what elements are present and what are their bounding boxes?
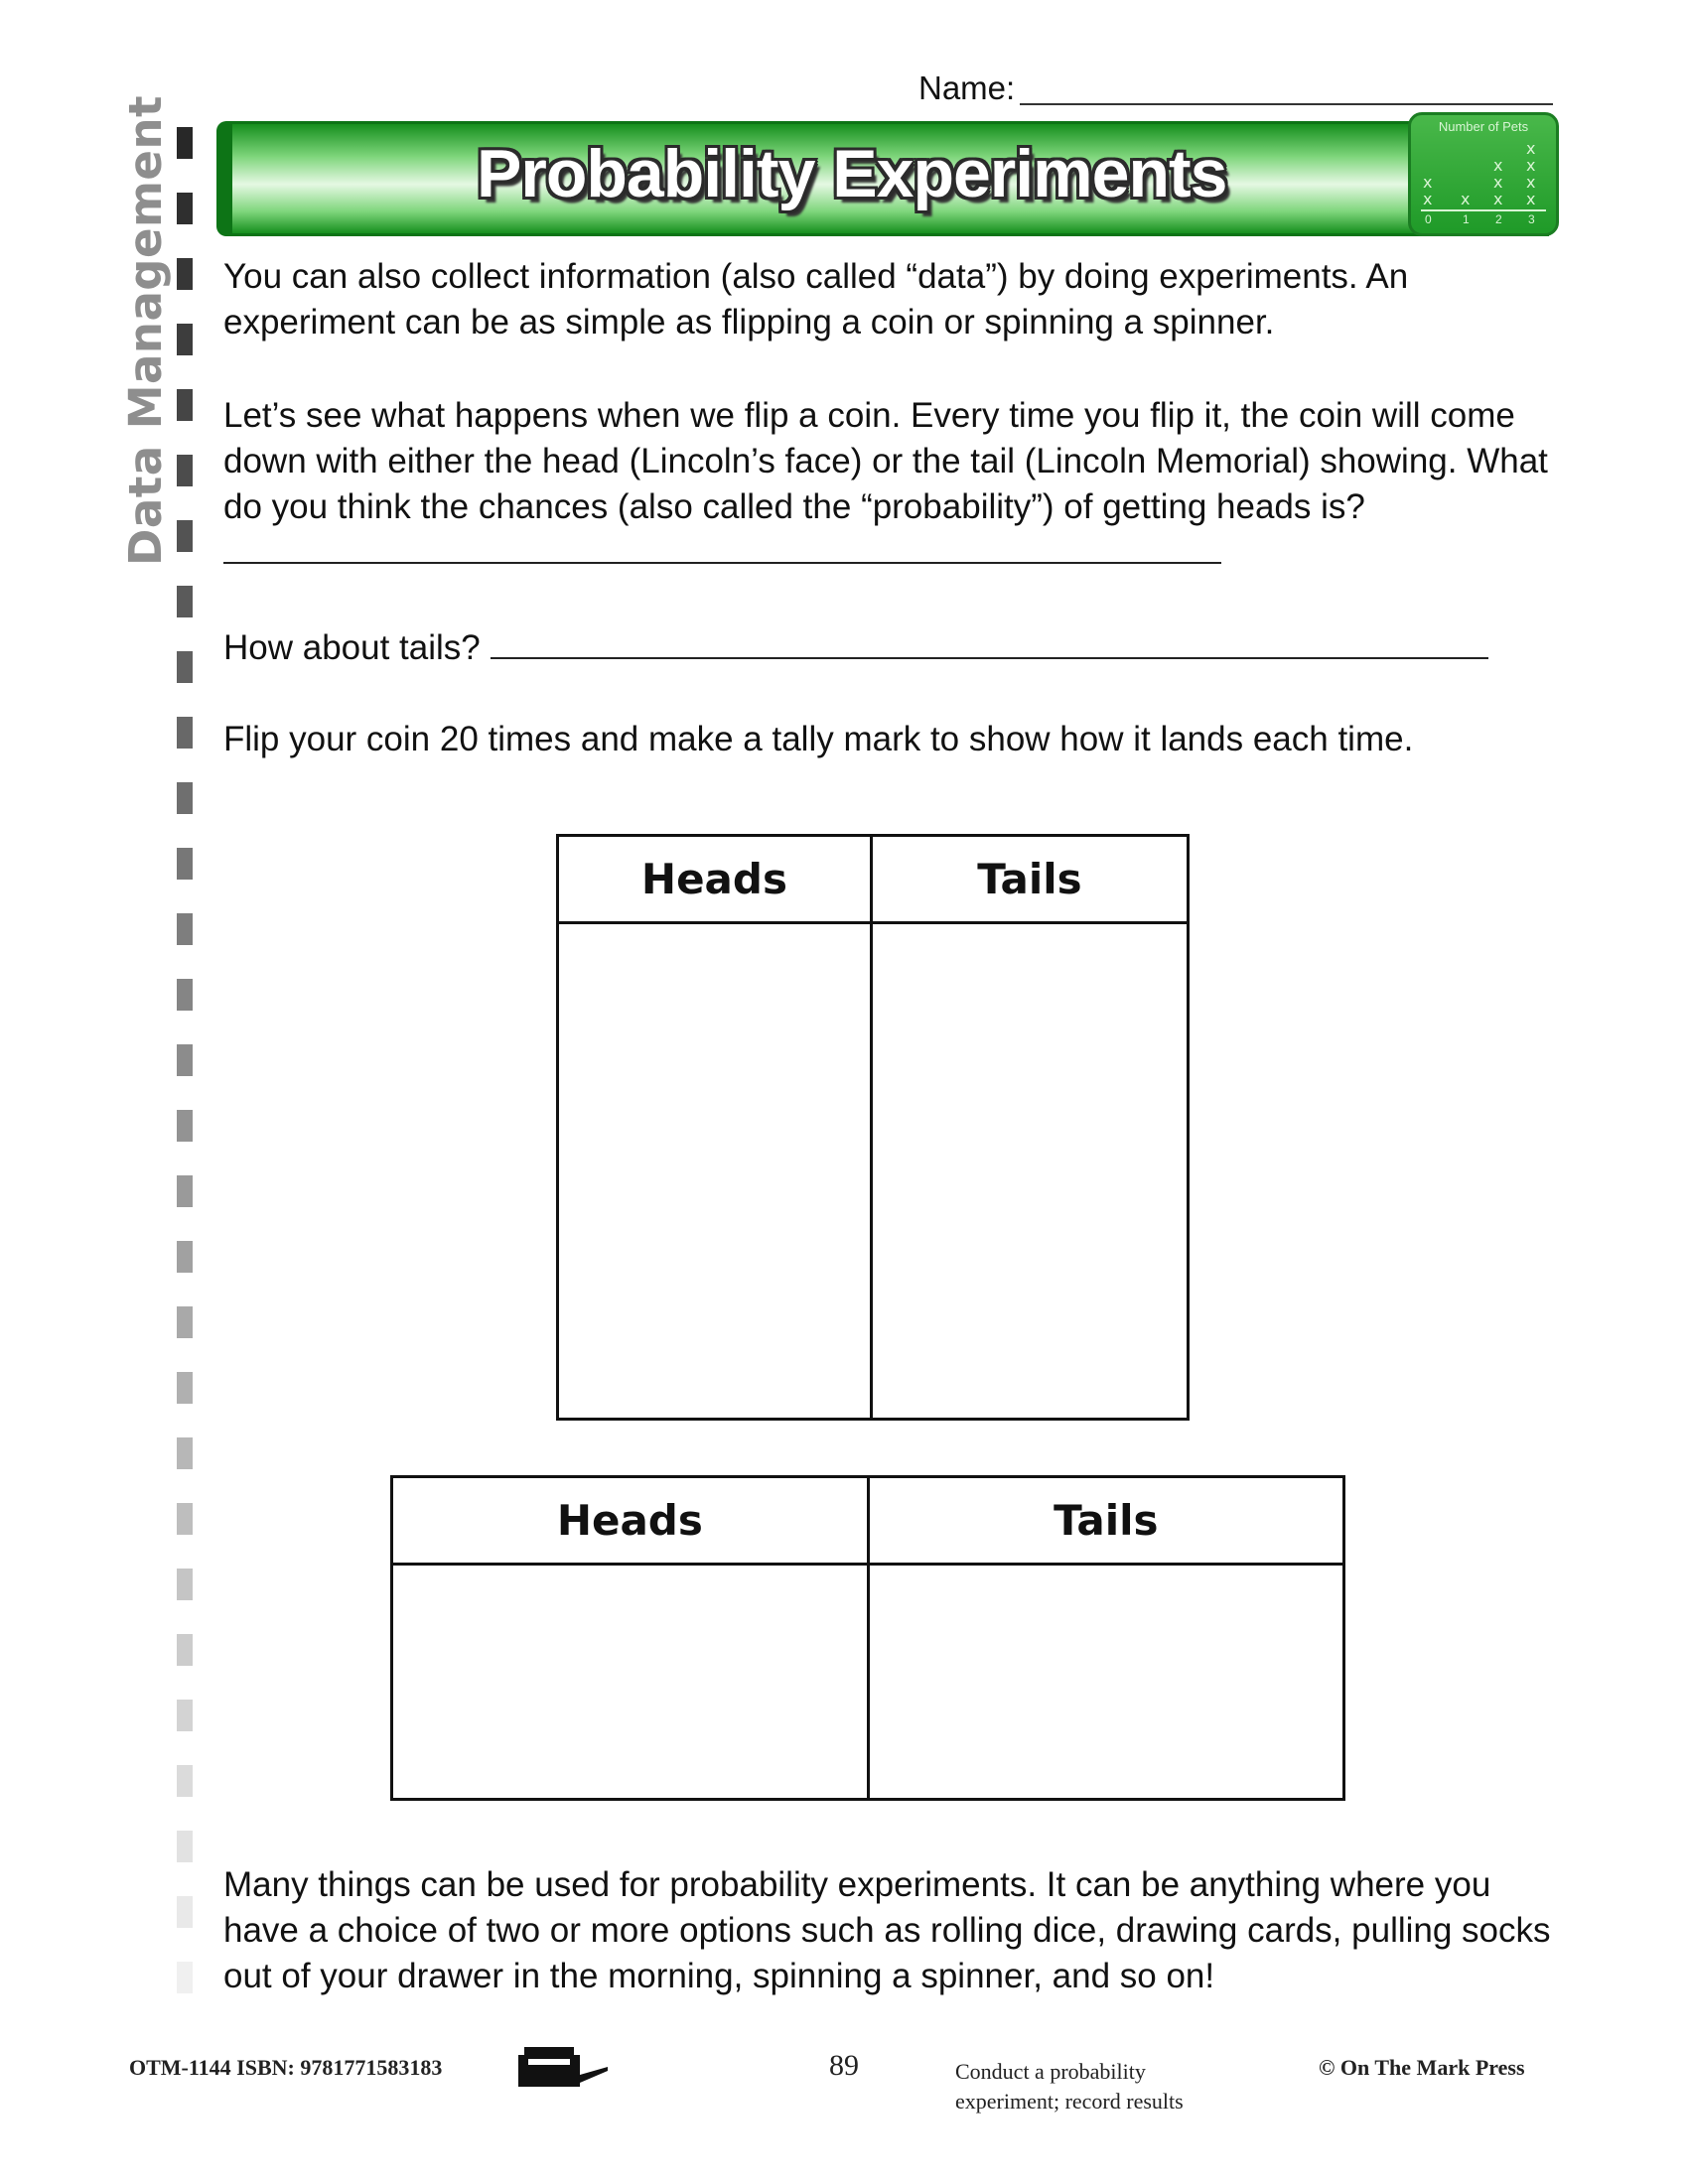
side-dash-strip (177, 127, 193, 2013)
side-dash (177, 127, 193, 159)
copyright-notice: © On The Mark Press (1319, 2055, 1525, 2080)
badge-mark: x (1526, 190, 1536, 208)
name-label: Name: (918, 69, 1016, 106)
closing-paragraph: Many things can be used for probability experiments. It can be anything where you have a choice of two or more options such as rolling dice, drawing cards, pulling socks out of your drawer in the morning, spinning a spinner, and so on! (223, 1865, 1551, 1995)
tails-tally-cell[interactable] (871, 923, 1188, 1420)
side-dash (177, 1044, 193, 1076)
side-dash (177, 848, 193, 880)
side-dash (177, 1765, 193, 1797)
lesson-objective (955, 2057, 1184, 2116)
side-dash (177, 1831, 193, 1862)
side-dash (177, 1569, 193, 1600)
intro-paragraph: You can also collect information (also called “data”) by doing experiments. An experiment can be as simple as flipping a coin or spinning a spinner. (223, 257, 1409, 341)
side-dash (177, 1241, 193, 1273)
side-dash (177, 1896, 193, 1928)
badge-mark: x (1526, 173, 1536, 192)
tails-column-header: Tails (868, 1477, 1343, 1565)
side-dash (177, 1700, 193, 1731)
badge-mark: x (1423, 173, 1433, 192)
badge-mark: x (1493, 156, 1503, 175)
side-dash (177, 586, 193, 617)
page-number: 89 (829, 2049, 859, 2082)
title-banner-cap (216, 121, 232, 236)
side-dash (177, 193, 193, 224)
pets-chart-badge-icon (1408, 112, 1559, 236)
side-dash (177, 1306, 193, 1338)
side-dash (177, 1175, 193, 1207)
lesson-objective-line-1: Conduct a probability (955, 2059, 1146, 2084)
badge-axis-label: 0 (1425, 212, 1432, 226)
page-title: Probability Experiments (477, 136, 1227, 211)
badge-mark: x (1493, 190, 1503, 208)
book-code-isbn: OTM-1144 ISBN: 9781771583183 (129, 2055, 443, 2080)
side-dash (177, 389, 193, 421)
side-dash (177, 324, 193, 355)
heads-tally-cell[interactable] (558, 923, 872, 1420)
coin-question-paragraph (223, 393, 1574, 576)
side-dash (177, 1962, 193, 1993)
tails-question-text: How about tails? (223, 628, 481, 667)
badge-mark: x (1493, 173, 1503, 192)
tally-table-2 (390, 1475, 1345, 1801)
badge-axis-label: 3 (1528, 212, 1535, 226)
heads-column-header: Heads (392, 1477, 869, 1565)
badge-mark: x (1526, 156, 1536, 175)
name-field-line[interactable] (1020, 103, 1553, 105)
side-dash (177, 979, 193, 1011)
side-dash (177, 1503, 193, 1535)
tally-instruction-paragraph: Flip your coin 20 times and make a tally mark to show how it lands each time. (223, 720, 1414, 758)
tails-total-cell[interactable] (868, 1565, 1343, 1800)
heads-total-cell[interactable] (392, 1565, 869, 1800)
badge-mark: x (1423, 190, 1433, 208)
tails-question-paragraph (223, 625, 1574, 671)
heads-probability-answer-line[interactable] (223, 532, 1221, 564)
tails-column-header: Tails (871, 836, 1188, 923)
badge-mark: x (1461, 190, 1471, 208)
side-dash (177, 782, 193, 814)
side-dash (177, 1634, 193, 1666)
side-dash (177, 651, 193, 683)
badge-title: Number of Pets (1438, 119, 1529, 134)
side-section-label: Data Management (119, 94, 172, 566)
side-dash (177, 258, 193, 290)
photocopier-icon (516, 2043, 611, 2091)
badge-axis-label: 1 (1463, 212, 1470, 226)
side-dash (177, 717, 193, 749)
lesson-objective-line-2: experiment; record results (955, 2089, 1184, 2114)
tails-probability-answer-line[interactable] (491, 627, 1488, 659)
badge-axis-line (1421, 209, 1546, 211)
tally-table-1 (556, 834, 1190, 1421)
side-dash (177, 520, 193, 552)
heads-column-header: Heads (558, 836, 872, 923)
badge-mark: x (1526, 139, 1536, 158)
badge-axis-label: 2 (1495, 212, 1502, 226)
side-dash (177, 1372, 193, 1404)
side-dash (177, 1110, 193, 1142)
side-dash (177, 913, 193, 945)
side-dash (177, 455, 193, 486)
coin-question-text: Let’s see what happens when we flip a coin. Every time you flip it, the coin will come down with either the head (Lincoln’s face) or the tail (Lincoln Memorial) showing. What do you think the chances (also called the “probability”) of getting heads is? (223, 396, 1548, 526)
side-dash (177, 1437, 193, 1469)
